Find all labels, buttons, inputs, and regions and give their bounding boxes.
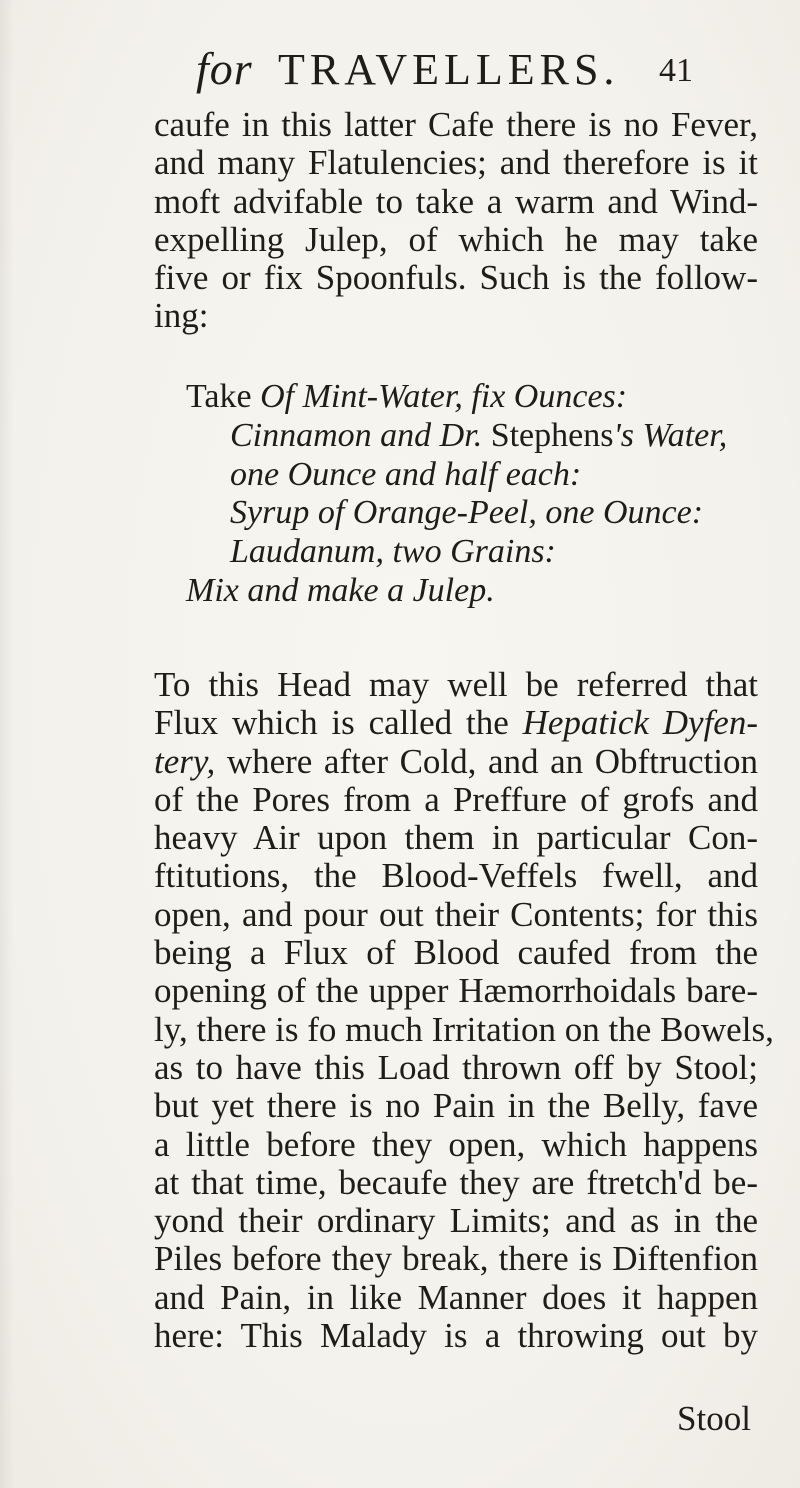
text-line: and many Flatulencies; and therefore is it <box>154 143 758 183</box>
recipe-line-6: Mix and make a Julep. <box>186 571 495 609</box>
text-line: ing: <box>154 296 209 336</box>
text-line: opening of the upper Hæmorrhoidals bare- <box>154 971 758 1011</box>
text-line: moft advifable to take a warm and Wind- <box>154 181 758 221</box>
running-head-for: for <box>196 43 253 94</box>
text-segment-italic: Hepatick Dyfen- <box>522 703 758 743</box>
recipe-line-4: Syrup of Orange-Peel, one Ounce: <box>230 494 704 532</box>
recipe-ingredient: 's Water, <box>613 416 728 454</box>
text-line <box>154 704 758 742</box>
page-number: 41 <box>659 52 693 89</box>
text-segment-italic: tery, <box>154 741 216 781</box>
text-line: but yet there is no Pain in the Belly, fave <box>154 1086 758 1126</box>
recipe-line-5: Laudanum, two Grains: <box>230 533 556 571</box>
text-line: at that time, becaufe they are ftretch'd be- <box>154 1162 758 1202</box>
page-gutter-shadow <box>0 0 14 1488</box>
text-line: heavy Air upon them in particular Con- <box>154 818 758 858</box>
text-line: ftitutions, the Blood-Veffels fwell, and <box>154 856 758 896</box>
recipe-line-3: one Ounce and half each: <box>230 455 582 493</box>
text-line: ly, there is fo much Irritation on the Bowels, <box>154 1009 774 1049</box>
text-line: Piles before they break, there is Diftenfion <box>154 1239 758 1279</box>
recipe-line-2 <box>186 417 746 456</box>
text-line: To this Head may well be referred that <box>154 665 758 704</box>
text-line: open, and pour out their Contents; for this <box>154 894 758 934</box>
paragraph-2 <box>154 665 774 1356</box>
text-line: of the Pores from a Preffure of grofs and <box>154 779 758 819</box>
running-head-title: TRAVELLERS. <box>278 45 620 94</box>
text-line: a little before they open, which happens <box>154 1124 758 1164</box>
recipe-block <box>186 378 746 611</box>
recipe-line-1 <box>186 378 746 417</box>
recipe-ingredient: Cinnamon and Dr. <box>230 416 483 454</box>
text-line: caufe in this latter Cafe there is no Fever, <box>154 105 758 144</box>
paragraph-1 <box>154 106 758 336</box>
text-line: five or fix Spoonfuls. Such is the follow- <box>154 258 758 298</box>
running-head <box>196 38 726 98</box>
text-line: expelling Julep, of which he may take <box>154 219 758 259</box>
text-line: being a Flux of Blood caufed from the <box>154 933 758 973</box>
recipe-take: Take <box>186 378 252 415</box>
catchword: Stool <box>677 1399 751 1438</box>
text-line: and Pain, in like Manner does it happen <box>154 1277 758 1317</box>
text-line: yond their ordinary Limits; and as in the <box>154 1201 758 1241</box>
text-segment: Flux which is called the <box>154 703 509 743</box>
recipe-ingredient: Of Mint-Water, fix Ounces: <box>260 378 628 415</box>
text-line: here: This Malady is a throwing out by <box>154 1316 758 1356</box>
text-line: as to have this Load thrown off by Stool; <box>154 1047 758 1087</box>
text-line <box>154 743 758 781</box>
recipe-name-roman: Stephens <box>490 416 614 454</box>
text-segment: where after Cold, and an Obftruction <box>226 741 758 781</box>
